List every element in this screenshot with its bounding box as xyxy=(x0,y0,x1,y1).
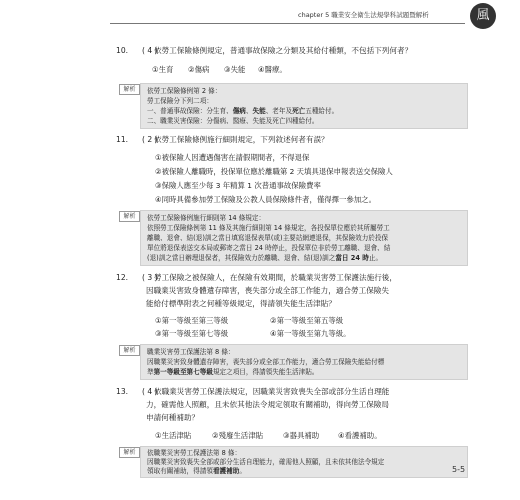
explanation-text: 一、普通事故保險：分生育、 xyxy=(147,107,233,115)
question-answer: ( 2 ) xyxy=(142,135,158,144)
option: ①被保險人因遭遇傷害在請假期間者，不得退保 xyxy=(155,153,310,162)
question-text: 依勞工保險條例規定，普通事故保險之分類及其給付種類，不包括下列何者？ xyxy=(154,46,413,55)
explanation-tag: 解析 xyxy=(119,447,140,458)
explanation-line xyxy=(147,367,318,377)
explanation-text: 依勞工保險條例施行細則第 14 條規定： xyxy=(147,214,266,222)
option: ①生活津貼 xyxy=(155,431,192,440)
chapter-header: chapter 5 職業安全衛生法規學科試題暨解析 xyxy=(298,11,429,19)
explanation-line xyxy=(147,116,318,126)
explanation-box xyxy=(123,446,468,478)
question-answer: ( 4 ) xyxy=(142,46,158,55)
question-text: 申請何種補助？ xyxy=(146,413,200,422)
option: ④醫療。 xyxy=(258,65,287,74)
option: ④同時具備參加勞工保險及公教人員保險條件者，僅得擇一參加之。 xyxy=(155,195,376,204)
option: ②第一等級至第五等級 xyxy=(270,316,344,325)
explanation-line xyxy=(147,213,265,223)
explanation-text: 止。 xyxy=(368,254,383,262)
explanation-text: 領取有關補助，得請領 xyxy=(147,467,213,475)
explanation-text: 依勞工保險條例第 2 條： xyxy=(147,87,222,95)
explanation-text: 規定之項目，得請領失能生活津貼。 xyxy=(212,368,319,376)
option: ③保險人應至少每 3 年精算 1 次普通事故保險費率 xyxy=(155,181,321,190)
explanation-line xyxy=(147,223,390,233)
emphasis-text: 看護補助 xyxy=(212,467,240,475)
explanation-text: 單位將退保表送交本局或郵寄之當日 24 時停止，投保單位非於勞工離職、退會、結 xyxy=(147,244,391,252)
question-number: 11. xyxy=(116,135,129,144)
explanation-line xyxy=(147,243,390,253)
explanation-line xyxy=(147,96,213,106)
option: ③失能 xyxy=(224,65,246,74)
question-answer: ( 4 ) xyxy=(142,387,158,396)
emphasis-text: 失能 xyxy=(252,107,266,115)
option: ③第一等級至第七等級 xyxy=(155,329,229,338)
emphasis-text: 第一等級至第七等級 xyxy=(153,368,213,376)
option: ④第一等級至第九等級。 xyxy=(270,329,351,338)
explanation-line xyxy=(147,233,388,243)
question-text: 依勞工保險條例施行細則規定，下列敘述何者有誤？ xyxy=(154,135,329,144)
question-answer: ( 3 ) xyxy=(142,273,158,282)
chapter-logo-icon: 風 xyxy=(470,3,496,29)
explanation-text: 二、職業災害保險：分傷病、醫療、失能及死亡四種給付。 xyxy=(147,117,319,125)
question-text: 勞工保險之被保險人，在保險有效期間，於職業災害勞工保護法施行後， xyxy=(154,273,397,282)
explanation-text: 、 xyxy=(245,107,253,115)
explanation-text: 因職業災害致喪失全部或部分生活自理能力，確需他人照顧，且未依其他法令規定 xyxy=(147,458,385,466)
question-text: 力，確需他人照顧，且未依其他法令規定領取有關補助，得向勞工保險局 xyxy=(146,400,389,409)
question-number: 12. xyxy=(116,273,129,282)
option: ①生育 xyxy=(152,65,174,74)
option: ②殘廢生活津貼 xyxy=(212,431,263,440)
explanation-text: 五種給付。 xyxy=(305,107,339,115)
explanation-text: 離職、退會、結(退)訓之當日填寫退保表單(或)主要站網連退保，其保險效力於投保 xyxy=(147,234,389,242)
question-number: 13. xyxy=(116,387,129,396)
explanation-text: 職業災害勞工保護法第 8 條： xyxy=(147,348,235,356)
explanation-line xyxy=(147,86,221,96)
explanation-text: 勞工保險分下列二項： xyxy=(147,97,213,105)
explanation-line xyxy=(147,106,338,116)
explanation-tag: 解析 xyxy=(119,84,140,95)
explanation-box xyxy=(123,83,468,129)
option: ③器具補助 xyxy=(283,431,320,440)
explanation-line xyxy=(147,347,235,357)
question-text: 因職業災害致身體遺存障害，喪失部分或全部工作能力，適合勞工保險失 xyxy=(146,286,389,295)
option: ②傷病 xyxy=(188,65,210,74)
option: ④看護補助。 xyxy=(338,431,382,440)
page-number: 5-5 xyxy=(452,465,466,474)
explanation-line xyxy=(147,357,384,367)
explanation-text: 準 xyxy=(147,368,154,376)
emphasis-text: 死亡 xyxy=(292,107,306,115)
explanation-text: 因職業災害致身體遺存障害，喪失部分或全部工作能力，適合勞工保險失能給付標 xyxy=(147,358,385,366)
explanation-text: (退)訓之當日辦理退保者，其保險效力於離職、退會、結(退)訓之 xyxy=(147,254,336,262)
explanation-text: 、老年及 xyxy=(265,107,293,115)
explanation-text: 。 xyxy=(239,467,246,475)
emphasis-text: 當日 24 時 xyxy=(335,254,369,262)
question-number: 10. xyxy=(116,46,129,55)
option: ②被保險人離職時，投保單位應於離職第 2 天填具退保申報表送交保險人 xyxy=(155,167,393,176)
explanation-line xyxy=(147,466,246,476)
emphasis-text: 傷病 xyxy=(232,107,246,115)
explanation-box xyxy=(123,344,468,380)
explanation-tag: 解析 xyxy=(119,345,140,356)
question-text: 依職業災害勞工保護法規定，因職業災害致喪失全部或部分生活自理能 xyxy=(154,387,390,396)
explanation-line xyxy=(147,253,382,263)
explanation-text: 依照勞工保險條例第 11 條及其施行細則第 14 條規定，各投保單位應於其所屬勞工 xyxy=(147,224,390,232)
header-divider xyxy=(110,23,465,24)
explanation-tag: 解析 xyxy=(119,211,140,222)
option: ①第一等級至第三等級 xyxy=(155,316,229,325)
explanation-box xyxy=(123,210,468,266)
question-text: 能給付標準附表之何種等級規定，得請領失能生活津貼？ xyxy=(146,299,336,308)
explanation-text: 依職業災害勞工保護法第 8 條： xyxy=(147,449,242,457)
